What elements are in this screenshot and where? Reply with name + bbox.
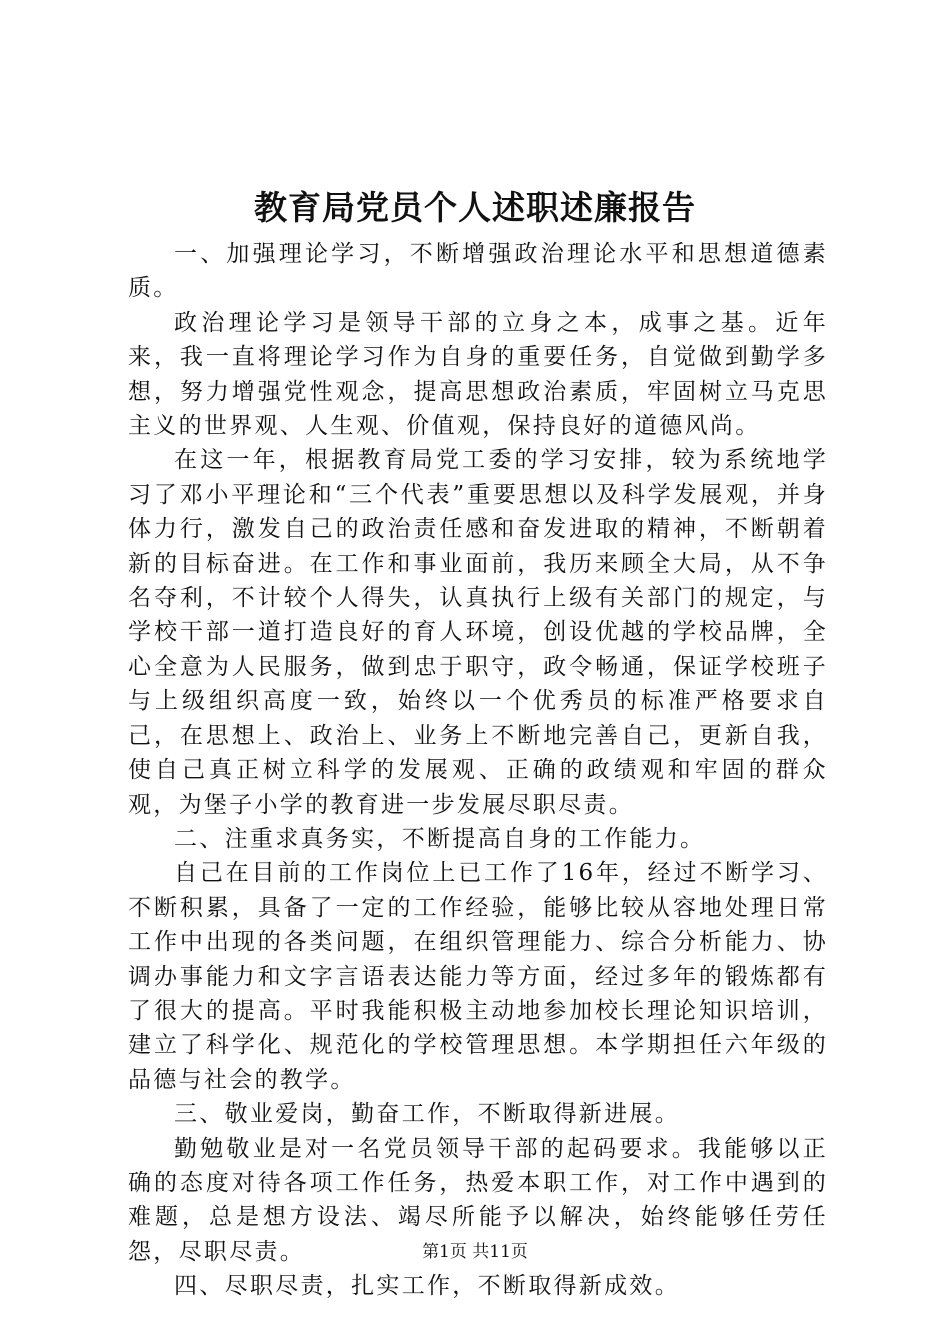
- section-heading-2: 二、注重求真务实，不断提高自身的工作能力。: [174, 825, 706, 852]
- body-paragraph: 政治理论学习是领导干部的立身之本，成事之基。近年来，我一直将理论学习作为自身的重要任务，自觉做到勤学多想，努力增强党性观念，提高思想政治素质，牢固树立马克思主义的世界观、人生观、价值观，保持良好的道德风尚。: [128, 309, 828, 440]
- body-paragraph: 勤勉敬业是对一名党员领导干部的起码要求。我能够以正确的态度对待各项工作任务，热爱本职工作，对工作中遇到的难题，总是想方设法、竭尽所能予以解决，始终能够任劳任怨，尽职尽责。: [128, 1135, 828, 1265]
- section-heading-3: 三、敬业爱岗，勤奋工作，不断取得新进展。: [174, 1101, 680, 1128]
- body-paragraph: 自己在目前的工作岗位上已工作了16年，经过不断学习、不断积累，具备了一定的工作经验，能够比较从容地处理日常工作中出现的各类问题，在组织管理能力、综合分析能力、协调办事能力和文字言语表达能力等方面，经过多年的锻炼都有了很大的提高。平时我能积极主动地参加校长理论知识培训，建立了科学化、规范化的学校管理思想。本学期担任六年级的品德与社会的教学。: [128, 860, 828, 1093]
- document-body: [128, 237, 828, 1304]
- section-heading-1: 一、加强理论学习，不断增强政治理论水平和思想道德素质。: [128, 241, 828, 302]
- page-number-footer: 第1页 共11页: [422, 1242, 528, 1262]
- section-heading-4: 四、尽职尽责，扎实工作，不断取得新成效。: [174, 1273, 680, 1300]
- document-title: 教育局党员个人述职述廉报告: [254, 188, 696, 227]
- body-paragraph: 在这一年，根据教育局党工委的学习安排，较为系统地学习了邓小平理论和“三个代表”重要思想以及科学发展观，并身体力行，激发自己的政治责任感和奋发进取的精神，不断朝着新的目标奋进。在工作和事业面前，我历来顾全大局，从不争名夺利，不计较个人得失，认真执行上级有关部门的规定，与学校干部一道打造良好的育人环境，创设优越的学校品牌，全心全意为人民服务，做到忠于职守，政令畅通，保证学校班子与上级组织高度一致，始终以一个优秀员的标准严格要求自己，在思想上、政治上、业务上不断地完善自己，更新自我，使自己真正树立科学的发展观、正确的政绩观和牢固的群众观，为堡子小学的教育进一步发展尽职尽责。: [128, 447, 828, 818]
